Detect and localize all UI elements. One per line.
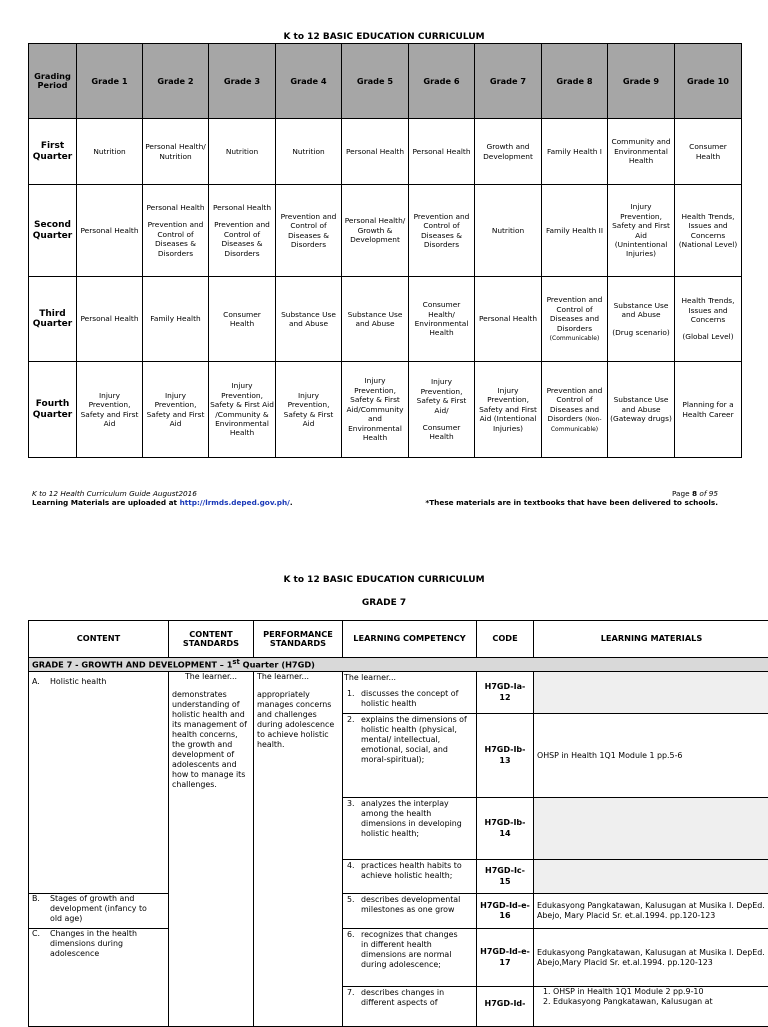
table-cell: Growth and Development xyxy=(475,119,542,185)
table-cell: Injury Prevention, Safety and First Aid (Intentional Injuries) xyxy=(475,362,542,458)
performance-standard-cell xyxy=(254,672,343,1027)
competency-text: explains the dimensions of holistic health (physical, mental/ intellectual, emotional, social, and moral-spiritual); xyxy=(361,715,467,765)
header-cell: Grade 7 xyxy=(475,44,542,119)
header-row xyxy=(29,621,768,658)
table-row xyxy=(29,185,742,277)
learning-materials-cell xyxy=(534,987,768,1027)
table-cell xyxy=(542,362,608,458)
table-cell: Injury Prevention, Safety and First Aid (Unintentional Injuries) xyxy=(608,185,675,277)
header-cell: Grade 3 xyxy=(209,44,276,119)
table-cell: Injury Prevention, Safety & First Aid /Community & Environmental Health xyxy=(209,362,276,458)
grading-period: Fourth Quarter xyxy=(29,362,77,458)
table-cell xyxy=(542,277,608,362)
learning-materials-cell xyxy=(534,798,768,860)
competency-text: recognizes that changes in different health dimensions are normal during adolescence; xyxy=(361,930,467,970)
header-code: CODE xyxy=(477,621,534,658)
page-title: K to 12 BASIC EDUCATION CURRICULUM xyxy=(0,32,768,42)
competency-code: H7GD-Id-e-17 xyxy=(477,929,534,987)
table-cell: Personal Health xyxy=(77,277,143,362)
table-row xyxy=(29,894,768,929)
header-cell: Grade 1 xyxy=(77,44,143,119)
grade7-table xyxy=(28,620,768,1027)
table-row xyxy=(29,672,768,714)
competency-text: discusses the concept of holistic health xyxy=(361,689,467,709)
band-text: GRADE 7 - GROWTH AND DEVELOPMENT – 1 xyxy=(32,660,232,670)
competency-num: 4. xyxy=(347,861,361,871)
table-cell: Injury Prevention, Safety & First Aid xyxy=(276,362,342,458)
header-learning-materials: LEARNING MATERIALS xyxy=(534,621,768,658)
learning-materials-cell xyxy=(534,860,768,894)
cell-note: (Communicable) xyxy=(550,335,600,342)
table-cell xyxy=(409,362,475,458)
learning-materials-cell: Edukasyong Pangkatawan, Kalusugan at Musika I. DepEd. Abejo, Mary Placid Sr. et.al.1994. pp.120-123 xyxy=(534,894,768,929)
competency-code: H7GD-Id- xyxy=(477,987,534,1027)
band-tail: Quarter (H7GD) xyxy=(240,660,315,670)
table-cell: Personal Health/ Growth & Development xyxy=(342,185,409,277)
cell-note: (Non-Communicable) xyxy=(551,416,602,433)
header-cell: Grade 10 xyxy=(675,44,742,119)
cell-line: Prevention and Control of Diseases & Disorders xyxy=(214,220,270,257)
competency-cell xyxy=(343,672,477,714)
cell-line: Injury Prevention, Safety & First Aid/ xyxy=(417,377,467,414)
header-cell: Grade 4 xyxy=(276,44,342,119)
header-learning-competency: LEARNING COMPETENCY xyxy=(343,621,477,658)
table-cell xyxy=(209,185,276,277)
competency-code: H7GD-Ib-14 xyxy=(477,798,534,860)
competency-text: practices health habits to achieve holistic health; xyxy=(361,861,467,881)
learning-material-item: 1. OHSP in Health 1Q1 Module 2 pp.9-10 xyxy=(553,987,766,997)
competency-code: H7GD-Ib-13 xyxy=(477,714,534,798)
grading-period: First Quarter xyxy=(29,119,77,185)
header-cell: Grading Period xyxy=(29,44,77,119)
content-label: B. xyxy=(32,894,50,924)
cell-note: (Global Level) xyxy=(682,332,733,341)
grading-period: Third Quarter xyxy=(29,277,77,362)
learning-materials-cell: Edukasyong Pangkatawan, Kalusugan at Musika I. DepEd. Abejo,Mary Placid Sr. et.al.1994. pp.120-123 xyxy=(534,929,768,987)
table-cell: Nutrition xyxy=(77,119,143,185)
uploaded-prefix: Learning Materials are uploaded at xyxy=(32,498,180,507)
table-cell: Prevention and Control of Diseases & Disorders xyxy=(276,185,342,277)
competency-text: analyzes the interplay among the health dimensions in developing holistic health; xyxy=(361,799,467,839)
table-cell: Personal Health xyxy=(475,277,542,362)
competency-num: 2. xyxy=(347,715,361,725)
competency-num: 3. xyxy=(347,799,361,809)
table-cell: Injury Prevention, Safety & First Aid/Community and Environmental Health xyxy=(342,362,409,458)
competency-cell xyxy=(343,987,477,1027)
table-cell: Personal Health xyxy=(342,119,409,185)
table-row xyxy=(29,929,768,987)
table-cell: Community and Environmental Health xyxy=(608,119,675,185)
table-cell: Nutrition xyxy=(209,119,276,185)
competency-num: 7. xyxy=(347,988,361,998)
table-cell: Family Health I xyxy=(542,119,608,185)
performance-standard-text: appropriately manages concerns and challenges during adolescence to achieve holistic health. xyxy=(257,690,339,750)
table-cell: Substance Use and Abuse xyxy=(342,277,409,362)
competency-cell xyxy=(343,798,477,860)
content-cell xyxy=(29,894,169,929)
learner-intro: The learner... xyxy=(257,672,339,682)
page-number-block xyxy=(425,489,718,508)
table-cell: Family Health II xyxy=(542,185,608,277)
header-cell: Grade 8 xyxy=(542,44,608,119)
table-cell xyxy=(608,277,675,362)
competency-num: 6. xyxy=(347,930,361,940)
grading-period: Second Quarter xyxy=(29,185,77,277)
learning-materials-cell: OHSP in Health 1Q1 Module 1 pp.5-6 xyxy=(534,714,768,798)
cell-line: Personal Health xyxy=(146,203,204,212)
curriculum-table xyxy=(28,43,742,458)
competency-text: describes developmental milestones as one grow xyxy=(361,895,467,915)
cell-note: (Drug scenario) xyxy=(612,328,670,337)
learning-materials-cell xyxy=(534,672,768,714)
page-total: of 95 xyxy=(697,489,718,498)
table-cell: Consumer Health xyxy=(675,119,742,185)
header-cell: Grade 5 xyxy=(342,44,409,119)
guide-label: K to 12 Health Curriculum Guide August2016 xyxy=(32,489,718,498)
table-row xyxy=(29,119,742,185)
header-row xyxy=(29,44,742,119)
cell-line: Consumer Health xyxy=(423,423,461,441)
content-standard-text: demonstrates understanding of holistic health and its management of health concerns, the growth and development of adolescents and how to manage its challenges. xyxy=(172,690,250,790)
cell-line: Personal Health xyxy=(213,203,271,212)
table-cell xyxy=(675,277,742,362)
content-standard-cell xyxy=(169,672,254,1027)
table-cell: Substance Use and Abuse xyxy=(276,277,342,362)
table-cell: Personal Health xyxy=(409,119,475,185)
competency-num: 5. xyxy=(347,895,361,905)
cell-line: Prevention and Control of Diseases and Disorders xyxy=(547,295,603,332)
content-text: Holistic health xyxy=(50,677,106,687)
competency-cell xyxy=(343,860,477,894)
table-cell: Nutrition xyxy=(475,185,542,277)
header-content-standards: CONTENT STANDARDS xyxy=(169,621,254,658)
table-row xyxy=(29,362,742,458)
table-cell: Injury Prevention, Safety and First Aid xyxy=(77,362,143,458)
page-number xyxy=(425,489,718,498)
header-cell: Grade 9 xyxy=(608,44,675,119)
cell-line: Prevention and Control of Diseases & Disorders xyxy=(148,220,204,257)
content-text: Stages of growth and development (infancy to old age) xyxy=(50,894,150,924)
table-cell: Planning for a Health Career xyxy=(675,362,742,458)
content-text: Changes in the health dimensions during adolescence xyxy=(50,929,150,959)
competency-cell xyxy=(343,929,477,987)
header-cell: Grade 6 xyxy=(409,44,475,119)
page-footer xyxy=(32,489,718,508)
table-cell: Health Trends, Issues and Concerns (National Level) xyxy=(675,185,742,277)
quarter-band xyxy=(29,658,768,672)
competency-num: 1. xyxy=(347,689,361,699)
table-cell: Substance Use and Abuse (Gateway drugs) xyxy=(608,362,675,458)
quarter-band-row xyxy=(29,658,768,672)
content-label: A. xyxy=(32,677,50,687)
page-title: K to 12 BASIC EDUCATION CURRICULUM xyxy=(0,575,768,585)
textbook-note: *These materials are in textbooks that have been delivered to schools. xyxy=(425,498,718,507)
learner-intro: The learner... xyxy=(344,673,472,683)
cell-line: Prevention and Control of Diseases and Disorders xyxy=(547,386,603,423)
competency-cell xyxy=(343,894,477,929)
content-cell xyxy=(29,929,169,1027)
header-content: CONTENT xyxy=(29,621,169,658)
competency-code: H7GD-Id-e-16 xyxy=(477,894,534,929)
table-cell: Family Health xyxy=(143,277,209,362)
table-cell: Injury Prevention, Safety and First Aid xyxy=(143,362,209,458)
table-cell: Consumer Health xyxy=(209,277,276,362)
band-sup: st xyxy=(232,658,239,666)
table-cell xyxy=(143,185,209,277)
learning-material-item: 2. Edukasyong Pangkatawan, Kalusugan at xyxy=(553,997,766,1007)
competency-cell xyxy=(343,714,477,798)
learner-intro: The learner... xyxy=(172,672,250,682)
table-cell: Nutrition xyxy=(276,119,342,185)
competency-code: H7GD-Ic-15 xyxy=(477,860,534,894)
table-cell: Personal Health xyxy=(77,185,143,277)
cell-line: Substance Use and Abuse xyxy=(614,301,669,319)
table-row xyxy=(29,277,742,362)
header-cell: Grade 2 xyxy=(143,44,209,119)
cell-line: Health Trends, Issues and Concerns xyxy=(681,296,734,324)
competency-text: describes changes in different aspects of xyxy=(361,988,467,1008)
table-cell: Personal Health/ Nutrition xyxy=(143,119,209,185)
table-cell: Consumer Health/ Environmental Health xyxy=(409,277,475,362)
page-num: 8 xyxy=(692,489,697,498)
uploaded-line: Learning Materials are uploaded at http://lrmds.deped.gov.ph/. xyxy=(32,498,718,507)
table-cell: Prevention and Control of Diseases & Disorders xyxy=(409,185,475,277)
content-label: C. xyxy=(32,929,50,959)
header-performance-standards: PERFORMANCE STANDARDS xyxy=(254,621,343,658)
content-cell xyxy=(29,672,169,894)
page-prefix: Page xyxy=(672,489,692,498)
lrmds-link[interactable]: http://lrmds.deped.gov.ph/ xyxy=(180,498,290,507)
grade-subtitle: GRADE 7 xyxy=(0,598,768,608)
competency-code: H7GD-Ia-12 xyxy=(477,672,534,714)
